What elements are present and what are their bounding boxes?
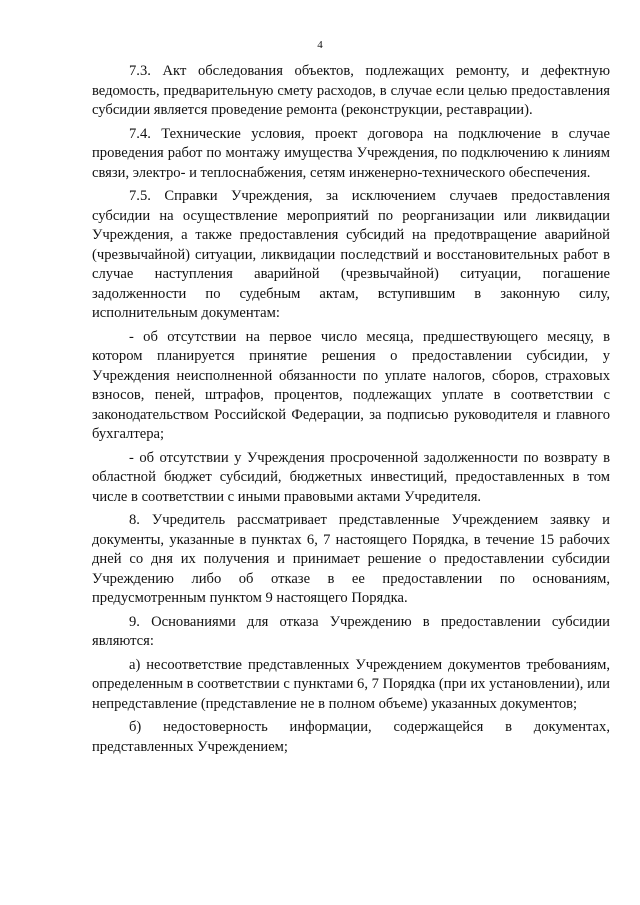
paragraph-7-4: 7.4. Технические условия, проект договора на подключение в случае проведения работ по монтажу имущества Учреждения, по подключению к линиям связи, электро- и теплоснабжения, сетям инженерно-технического обеспечения. [92, 125, 610, 181]
paragraph-taxes-clause: - об отсутствии на первое число месяца, предшествующего месяцу, в котором планируется принятие решения о предоставлении субсидии, у Учреждения неисполненной обязанности по уплате налогов, сборов, страховых взносов, пеней, штрафов, процентов, подлежащих уплате в соответствии с законодательством Российской Федерации, за подписью руководителя и главного бухгалтера; [92, 328, 610, 442]
paragraph-7-3: 7.3. Акт обследования объектов, подлежащих ремонту, и дефектную ведомость, предварительную смету расходов, в случае если целью предоставления субсидии является проведение ремонта (реконструкции, реставрации). [92, 63, 610, 118]
paragraph-9a: а) несоответствие представленных Учреждением документов требованиям, определенным в соответствии с пунктами 6, 7 Порядка (при их установлении), или непредставление (представление не в полном объеме) указанных документов; [92, 656, 610, 712]
paragraph-budget-debt-clause: - об отсутствии у Учреждения просроченной задолженности по возврату в областной бюджет субсидий, бюджетных инвестиций, предоставленных в том числе в соответствии с иными правовыми актами Учредителя. [92, 449, 610, 505]
page-number: 4 [317, 39, 323, 51]
paragraph-9b: б) недостоверность информации, содержащейся в документах, представленных Учреждением; [92, 719, 610, 755]
paragraph-7-5: 7.5. Справки Учреждения, за исключением случаев предоставления субсидии на осуществление мероприятий по реорганизации или ликвидации Учреждения, а также предоставления субсидий на предотвращение аварийной (чрезвычайной) ситуации, ликвидации последствий и восстановительных работ в случае наступления аварийной (чрезвычайной) ситуации, погашение задолженности по судебным актам, вступившим в законную силу, исполнительным документам: [92, 188, 610, 321]
paragraph-9: 9. Основаниями для отказа Учреждению в предоставлении субсидии являются: [92, 613, 610, 649]
document-body [92, 62, 610, 761]
paragraph-8: 8. Учредитель рассматривает представленные Учреждением заявку и документы, указанные в пунктах 6, 7 настоящего Порядка, в течение 15 рабочих дней со дня их получения и принимает решение о предоставлении субсидии Учреждению либо об отказе в ее предоставлении по основаниям, предусмотренным пунктом 9 настоящего Порядка. [92, 512, 610, 606]
